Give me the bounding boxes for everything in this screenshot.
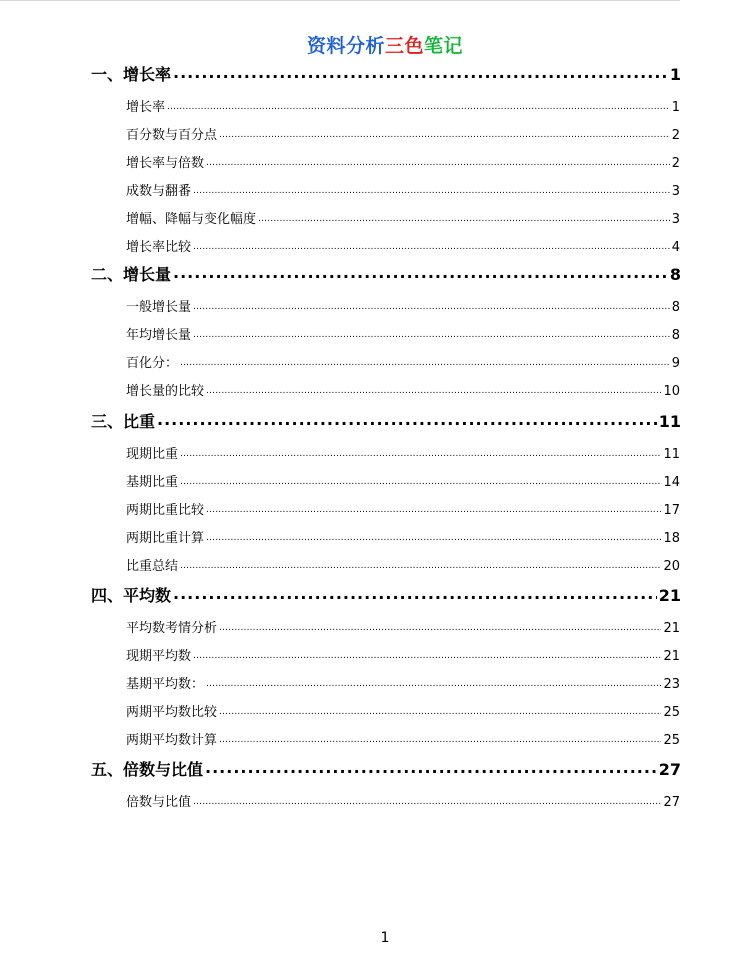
toc-subsection-entry[interactable]: [126, 324, 680, 342]
toc-subsection-page: 14: [663, 475, 680, 490]
toc-dot-leader: [205, 759, 657, 775]
toc-dot-leader: [193, 238, 670, 251]
top-rule: [0, 0, 680, 1]
toc-section-entry[interactable]: [91, 262, 681, 284]
toc-subsection-page: 8: [671, 328, 680, 343]
toc-subsection-title: 两期平均数计算: [126, 733, 218, 748]
toc-dot-leader: [219, 126, 670, 139]
toc-section-page: 1: [669, 65, 681, 84]
page-number: 1: [380, 930, 390, 946]
toc-dot-leader: [193, 326, 670, 339]
toc-dot-leader: [173, 64, 668, 80]
toc-subsection-page: 25: [663, 733, 680, 748]
toc-section-entry[interactable]: [91, 583, 681, 605]
toc-subsection-entry[interactable]: [126, 729, 680, 747]
toc-section-entry[interactable]: [91, 409, 681, 431]
toc-dot-leader: [219, 731, 661, 744]
toc-dot-leader: [157, 411, 657, 427]
toc-subsection-title: 现期平均数: [126, 649, 192, 664]
toc-subsection-title: 基期平均数：: [126, 677, 205, 692]
toc-section-title: 五、倍数与比值: [91, 760, 204, 779]
toc-subsection-entry[interactable]: [126, 471, 680, 489]
toc-subsection-entry[interactable]: [126, 443, 680, 461]
toc-subsection-page: 20: [663, 559, 680, 574]
toc-subsection-entry[interactable]: [126, 236, 680, 254]
toc-subsection-title: 两期平均数比较: [126, 705, 218, 720]
toc-dot-leader: [219, 703, 661, 716]
toc-subsection-entry[interactable]: [126, 96, 680, 114]
toc-dot-leader: [206, 382, 661, 395]
toc-subsection-title: 增长率比较: [126, 240, 192, 255]
toc-subsection-entry[interactable]: [126, 152, 680, 170]
toc-section-entry[interactable]: [91, 62, 681, 84]
toc-subsection-entry[interactable]: [126, 791, 680, 809]
toc-section-page: 8: [669, 265, 681, 284]
toc-subsection-entry[interactable]: [126, 499, 680, 517]
toc-subsection-entry[interactable]: [126, 208, 680, 226]
toc-subsection-title: 成数与翻番: [126, 184, 192, 199]
toc-subsection-title: 年均增长量: [126, 328, 192, 343]
toc-subsection-title: 现期比重: [126, 447, 179, 462]
toc-subsection-title: 一般增长量: [126, 300, 192, 315]
toc-section-title: 三、比重: [91, 412, 156, 431]
toc-section-page: 27: [658, 760, 681, 779]
toc-subsection-entry[interactable]: [126, 555, 680, 573]
toc-dot-leader: [206, 529, 661, 542]
toc-subsection-page: 2: [671, 128, 680, 143]
toc-subsection-entry[interactable]: [126, 296, 680, 314]
toc-subsection-page: 1: [671, 100, 680, 115]
toc-subsection-title: 增长率与倍数: [126, 156, 205, 171]
toc-dot-leader: [193, 647, 661, 660]
toc-subsection-title: 基期比重: [126, 475, 179, 490]
toc-subsection-page: 3: [671, 212, 680, 227]
title-part-2: 三色: [384, 35, 424, 57]
toc-subsection-entry[interactable]: [126, 124, 680, 142]
toc-subsection-page: 11: [663, 447, 680, 462]
title-part-1: 资料分析: [306, 35, 385, 57]
toc-section-title: 一、增长率: [91, 65, 172, 84]
toc-subsection-title: 两期比重计算: [126, 531, 205, 546]
toc-subsection-title: 平均数考情分析: [126, 621, 218, 636]
toc-dot-leader: [258, 210, 670, 223]
toc-subsection-title: 倍数与比值: [126, 795, 192, 810]
toc-subsection-page: 21: [663, 649, 680, 664]
toc-subsection-page: 23: [663, 677, 680, 692]
toc-dot-leader: [206, 154, 670, 167]
toc-dot-leader: [193, 298, 670, 311]
toc-subsection-title: 两期比重比较: [126, 503, 205, 518]
toc-subsection-page: 17: [663, 503, 680, 518]
toc-dot-leader: [219, 619, 661, 632]
title-part-3: 笔记: [424, 35, 464, 57]
toc-subsection-title: 百分数与百分点: [126, 128, 218, 143]
toc-subsection-page: 4: [671, 240, 680, 255]
toc-subsection-page: 3: [671, 184, 680, 199]
toc-subsection-title: 百化分：: [126, 356, 179, 371]
toc-dot-leader: [206, 501, 661, 514]
toc-subsection-entry[interactable]: [126, 180, 680, 198]
toc-dot-leader: [173, 585, 657, 601]
toc-subsection-title: 增幅、降幅与变化幅度: [126, 212, 257, 227]
toc-dot-leader: [180, 445, 661, 458]
toc-dot-leader: [173, 264, 668, 280]
toc-subsection-page: 9: [671, 356, 680, 371]
toc-dot-leader: [180, 354, 670, 367]
toc-section-title: 四、平均数: [91, 586, 172, 605]
toc-subsection-entry[interactable]: [126, 352, 680, 370]
toc-dot-leader: [193, 793, 661, 806]
toc-section-title: 二、增长量: [91, 265, 172, 284]
toc-subsection-page: 27: [663, 795, 680, 810]
toc-dot-leader: [180, 473, 661, 486]
toc-subsection-title: 增长率: [126, 100, 166, 115]
toc-section-page: 11: [658, 412, 681, 431]
toc-subsection-entry[interactable]: [126, 380, 680, 398]
toc-section-entry[interactable]: [91, 757, 681, 779]
toc-subsection-title: 增长量的比较: [126, 384, 205, 399]
toc-subsection-entry[interactable]: [126, 701, 680, 719]
toc-subsection-page: 8: [671, 300, 680, 315]
toc-dot-leader: [193, 182, 670, 195]
toc-subsection-page: 10: [663, 384, 680, 399]
document-title: [0, 31, 750, 58]
toc-subsection-entry[interactable]: [126, 617, 680, 635]
toc-subsection-title: 比重总结: [126, 559, 179, 574]
toc-subsection-page: 21: [663, 621, 680, 636]
toc-dot-leader: [180, 557, 661, 570]
toc-subsection-page: 2: [671, 156, 680, 171]
toc-subsection-entry[interactable]: [126, 645, 680, 663]
toc-subsection-entry[interactable]: [126, 673, 680, 691]
toc-section-page: 21: [658, 586, 681, 605]
toc-subsection-page: 25: [663, 705, 680, 720]
toc-subsection-entry[interactable]: [126, 527, 680, 545]
toc-dot-leader: [167, 98, 670, 111]
toc-dot-leader: [206, 675, 661, 688]
toc-subsection-page: 18: [663, 531, 680, 546]
